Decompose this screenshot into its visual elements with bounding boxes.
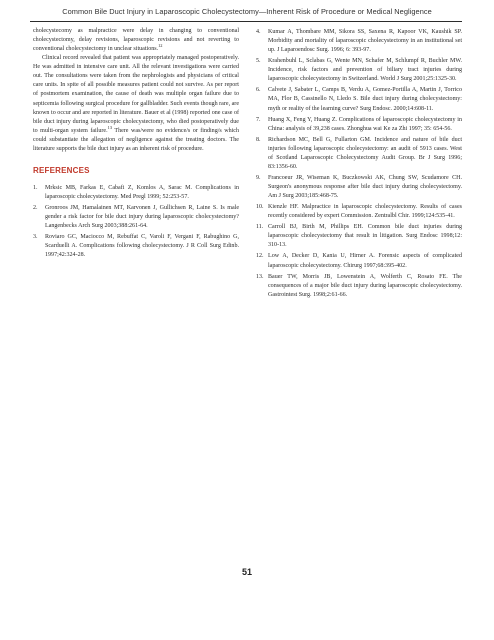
reference-item [256,116,462,134]
running-header: Common Bile Duct Injury in Laparoscopic Cholecystectomy—Inherent Risk of Procedure or Medical Negligence [62,7,432,16]
body-paragraph-2 [33,54,239,154]
paragraph-2-end: There was/were no evidence/s or finding/s which could substantiate the allegation of negligence against the treating doctors. The literature supports the bile duct injury as an inherent risk of procedure. [33,127,239,152]
reference-text: Kienzle HF. Malpractice in laparoscopic cholecystectomy. Results of cases recently considered by expert Commission. Zentralbl Chir. 1999;124:535-41. [268,204,462,220]
reference-item [33,204,239,231]
reference-text: Richardson MC, Bell G, Fullarton GM. Incidence and nature of bile duct injuries following laparoscopic cholecystectomy: an audit of 5913 cases. West of Scotland Laparoscopic Cholecystectomy Audit Group. Br J Surg 1996; 83:1356-60. [268,136,462,170]
reference-number: 1. [33,184,38,191]
citation-12: 12 [158,43,163,49]
reference-text: Mrksic MB, Farkas E, Cabafi Z, Komlos A, Sarac M. Complications in laparoscopic cholecystectomy. Med Pregl 1999; 52:253-57. [45,184,239,200]
reference-number: 12. [256,253,264,260]
reference-item [256,136,462,172]
body-paragraph-1 [33,27,239,54]
reference-item [256,174,462,201]
reference-text: Huang X, Feng Y, Huang Z. Complications of laparoscopic cholecystectomy in China: analysis of 39,238 cases. Zhonghua wai Ke za Zhi 1997; 35: 654-56. [268,116,462,132]
reference-number: 11. [256,224,264,231]
paragraph-2-text: Clinical record revealed that patient was appropriately managed postoperatively. He was admitted in intensive care unit. All the relevant investigations were carried out. The consultations were taken from the nephrologists and physicians of critical care units. In spite of all possible measures patient could not survive. As per report of postmortem examination, the cause of death was multiple organ failure due to septicemia following surgical procedure for gallbladder. Such events though rare, are known to occur and are reported in literature. Bauer et al (1998) reported one case of bile duct injury during laparoscopic cholecystectomy, who died postoperatively due to multi-organ system failure. [33,55,239,134]
reference-item [33,233,239,260]
reference-text: Krahenbuhl L, Sclabas G, Wente MN, Schafer M, Schlumpf R, Buchler MW. Incidence, risk factors and prevention of biliary tract injuries during laparoscopic cholecystectomy in Switzerland. World J Surg 2001;25:1325-30. [268,58,462,83]
reference-number: 5. [256,58,261,65]
paragraph-1-text: cholecystecomy as malpractice were delay in changing to conventional cholecystectomy, delay revisions, laparoscopic revisions and not reverting to conventional cholecystectomy in unclear situations. [33,28,239,53]
reference-text: Francoeur JR, Wiseman K, Buczkowski AK, Chung SW, Scudamore CH. Surgeon's anonymous response after bile duct injury during cholecystectomy. Am J Surg 2003;185:468-75. [268,174,462,200]
reference-item [256,223,462,250]
reference-text: Calvete J, Sabater L, Camps B, Verdu A, Gomez-Portilla A, Martin J, Torrico MA, Flor B, Cassinello N, Lledo S. Bile duct injury during cholecystectomy: myth or reality of the learning curve? Surg Endosc. 2000;14:608-11. [268,87,462,112]
reference-text: Low A, Decker D, Kania U, Hirner A. Forensic aspects of complicated laparoscopic cholecystectomy. Chirurg 1997;68:395-402. [268,253,462,269]
references-heading: REFERENCES [33,165,90,175]
reference-number: 2. [33,205,38,211]
reference-text: Gronroos JM, Hamalainen MT, Karvonen J, Gullichsen R, Laine S. Is male gender a risk factor for bile duct injury during laparoscopic cholecystectomy? Langenbecks Arch Surg 2003;388:261-64. [45,205,239,230]
citation-13: 13 [107,124,113,130]
right-column [256,28,462,302]
reference-item [256,252,462,270]
page-number: 51 [241,567,252,577]
reference-number: 10. [256,204,264,211]
reference-text: Roviaro GC, Maciocco M, Rebuffat C, Varoli F, Vergani F, Rabughino G, Scarduelli A. Complications following cholecystectomy. J R Coll Surg Edinb. 1997;42:324-28. [45,234,239,259]
reference-number: 3. [33,234,38,241]
reference-item [256,86,462,113]
reference-text: Bauer TW, Morris JB, Lowenstein A, Wolferth C, Rosato FE. The consequences of a major bile duct injury during laparoscopic cholecystectomy. Gastrointest Surg. 1998;2:61-66. [268,273,462,298]
reference-number: 9. [256,174,261,181]
reference-number: 6. [256,87,261,94]
reference-item [256,273,462,300]
reference-text: Carroll BJ, Birth M, Phillips EH. Common bile duct injuries during laparoscopic cholecystectomy that result in litigation. Surg Endosc 1998;12: 310-13. [268,224,462,249]
reference-text: Kumar A, Thombare MM, Sikora SS, Saxena R, Kapoor VK, Kaushik SP. Morbidity and mortality of laparoscopic cholecystectomy in an institutional set up. J Laparoendosc Surg. 1996; 6: 393-97. [268,29,462,54]
left-column [33,27,239,262]
reference-number: 4. [256,29,261,35]
reference-number: 7. [256,116,261,123]
reference-item [33,184,239,202]
header-rule [30,21,462,22]
reference-item [256,57,462,84]
reference-number: 13. [256,273,264,280]
reference-item [256,203,462,221]
reference-item [256,28,462,55]
reference-number: 8. [256,136,261,143]
